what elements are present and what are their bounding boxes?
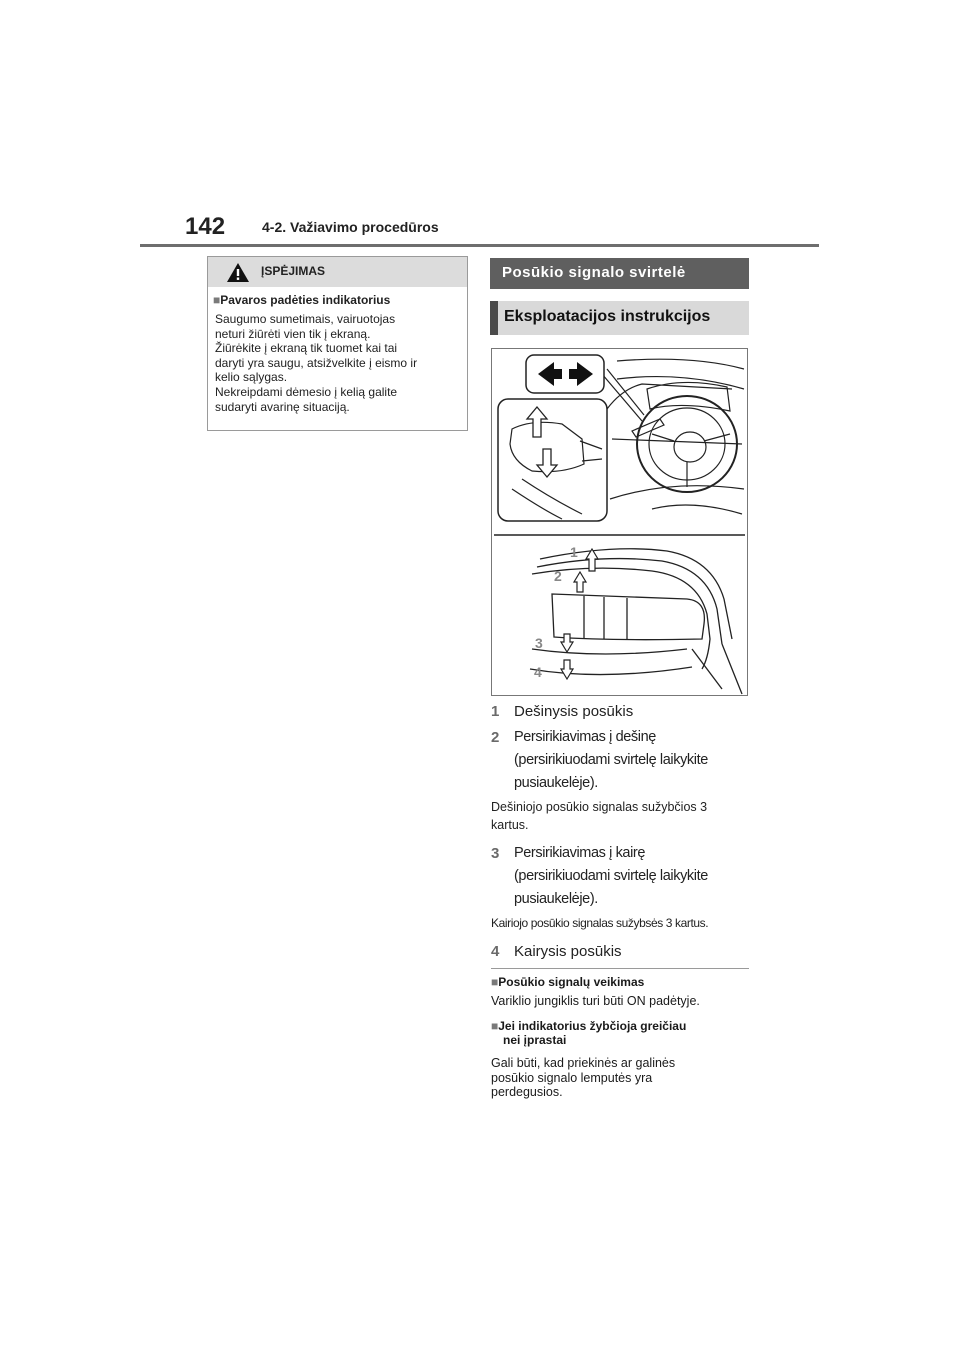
list-item: [491, 700, 751, 723]
square-bullet-icon: ■: [213, 293, 221, 307]
instruction-list: [491, 700, 751, 966]
list-item: [491, 842, 751, 911]
item-text: Kairysis posūkis: [514, 943, 622, 960]
warning-header: [208, 257, 467, 287]
square-bullet-icon: ■: [491, 1019, 499, 1033]
item-text: pusiaukelėje).: [514, 775, 598, 791]
note-heading-operation: ■Posūkio signalų veikimas: [491, 975, 645, 989]
section-band: [490, 258, 749, 289]
item-number: 1: [491, 703, 500, 720]
item-number: 4: [491, 943, 500, 960]
warning-body: [215, 312, 465, 414]
item-text: Persirikiavimas į dešinę: [514, 729, 656, 745]
warning-line: sudaryti avarinę situaciją.: [215, 399, 350, 414]
section-title: 4-2. Važiavimo procedūros: [262, 219, 439, 235]
note-right-turn: Dešiniojo posūkio signalas sužybčios 3 kartus.: [491, 800, 708, 832]
warning-line: Nekreipdami dėmesio į kelią galite: [215, 384, 398, 399]
warning-box: [207, 256, 468, 431]
warning-line: kelio sąlygas.: [215, 370, 288, 385]
warning-line: daryti yra saugu, atsižvelkite į eismo ir: [215, 355, 418, 370]
note-body-operation: Variklio jungiklis turi būti ON padėtyje.: [491, 994, 700, 1008]
subsection-title: Eksploatacijos instrukcijos: [504, 308, 711, 325]
item-number: 3: [491, 845, 500, 862]
note-heading-fast-blink: ■Jei indikatorius žybčioja greičiau nei įprastai: [491, 1019, 687, 1047]
warning-line: neturi žiūrėti vien tik į ekraną.: [215, 326, 371, 341]
header-rule: [140, 244, 819, 247]
warning-subheading: ■Pavaros padėties indikatorius: [213, 293, 391, 307]
warning-icon: [226, 262, 250, 283]
figure-label-1: 1: [570, 544, 578, 560]
item-text: Persirikiavimas į kairę: [514, 845, 645, 861]
item-text: (persirikiuodami svirtelę laikykite: [514, 868, 708, 884]
subsection-accent-bar: [490, 301, 498, 335]
band-title: Posūkio signalo svirtelė: [502, 264, 686, 281]
page-number: 142: [185, 213, 226, 240]
warning-line: Saugumo sumetimais, vairuotojas: [215, 312, 396, 326]
lever-illustration: [491, 348, 748, 696]
item-text: (persirikiuodami svirtelę laikykite: [514, 752, 708, 768]
subsection-header: [490, 301, 749, 335]
note-body-fast-blink: Gali būti, kad priekinės ar galinės posūkio signalo lemputės yra perdegusios.: [491, 1056, 676, 1100]
list-item: [491, 726, 751, 795]
divider: [491, 968, 749, 969]
figure-label-4: 4: [534, 664, 542, 680]
list-item: [491, 940, 751, 963]
item-number: 2: [491, 729, 500, 746]
lever-drawing: [492, 349, 747, 695]
figure-label-3: 3: [535, 635, 543, 651]
warning-line: Žiūrėkite į ekraną tik tuomet kai tai: [215, 341, 398, 356]
square-bullet-icon: ■: [491, 975, 499, 989]
note-left-turn: Kairiojo posūkio signalas sužybsės 3 kartus.: [491, 916, 709, 930]
item-text: pusiaukelėje).: [514, 891, 598, 907]
figure-label-2: 2: [554, 568, 562, 584]
item-text: Dešinysis posūkis: [514, 703, 634, 720]
warning-title: ĮSPĖJIMAS: [261, 264, 326, 278]
